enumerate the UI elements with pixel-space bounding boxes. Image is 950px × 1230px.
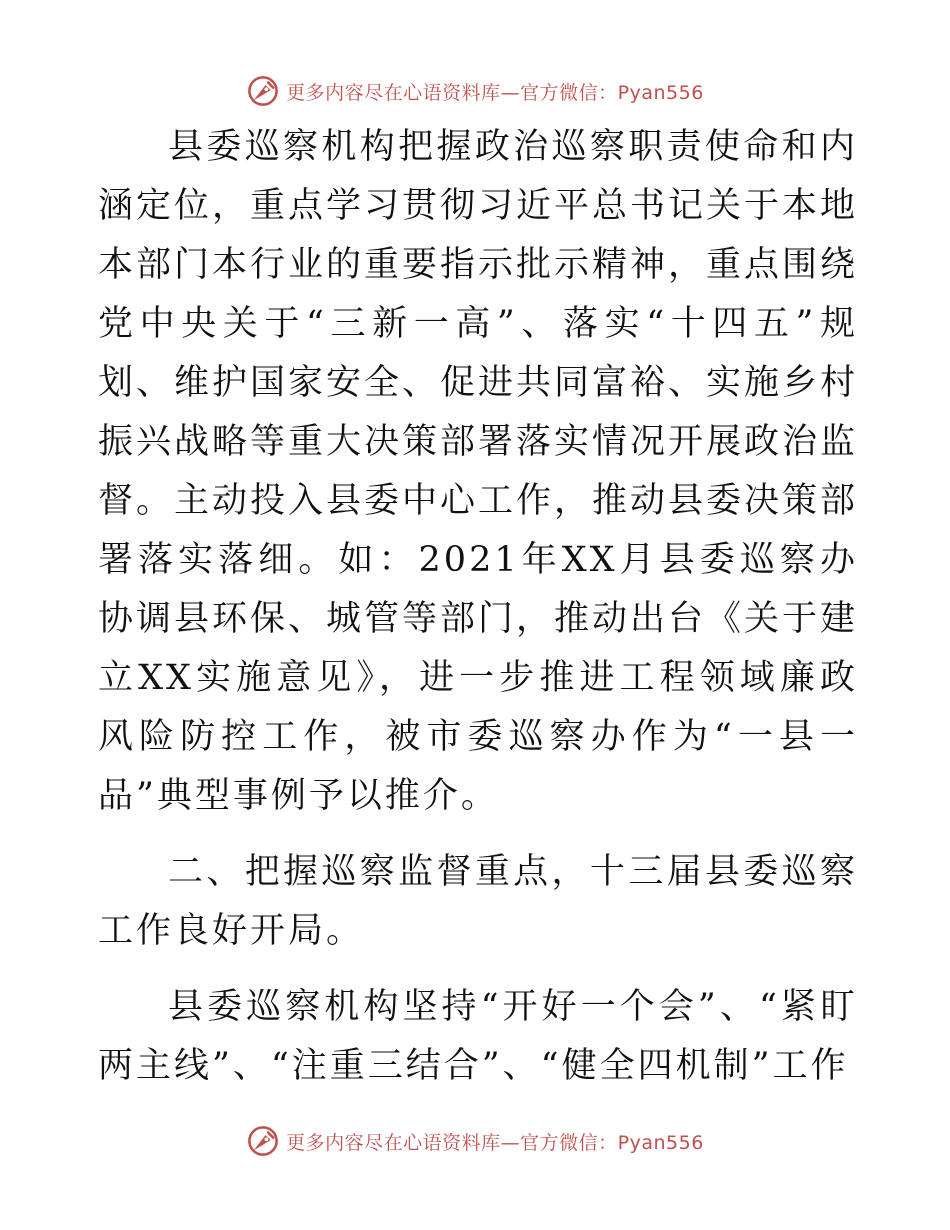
paragraph-1: 县委巡察机构把握政治巡察职责使命和内涵定位，重点学习贯彻习近平总书记关于本地本部门本行业的重要指示批示精神，重点围绕党中央关于“三新一高”、落实“十四五”规划、维护国家安全、促进共同富裕、实施乡村振兴战略等重大决策部署落实情况开展政治监督。主动投入县委中心工作，推动县委决策部署落实落细。如：2021年XX月县委巡察办协调县环保、城管等部门，推动出台《关于建立XX实施意见》，进一步推进工程领域廉政风险防控工作，被市委巡察办作为“一县一品”典型事例予以推介。 [98, 127, 859, 816]
pen-nib-logo-icon [246, 1124, 280, 1158]
watermark-header [0, 71, 950, 111]
watermark-text: 更多内容尽在心语资料库—官方微信：Pyan556 [286, 1131, 704, 1154]
paragraph-3: 县委巡察机构坚持“开好一个会”、“紧盯两主线”、“注重三结合”、“健全四机制”工作 [98, 987, 858, 1086]
pen-nib-logo-icon [246, 74, 280, 108]
paragraph-section-heading: 二、把握巡察监督重点，十三届县委巡察工作良好开局。 [98, 852, 858, 951]
document-body [98, 118, 858, 1096]
watermark-text: 更多内容尽在心语资料库—官方微信：Pyan556 [286, 81, 704, 104]
watermark-footer [0, 1121, 950, 1161]
